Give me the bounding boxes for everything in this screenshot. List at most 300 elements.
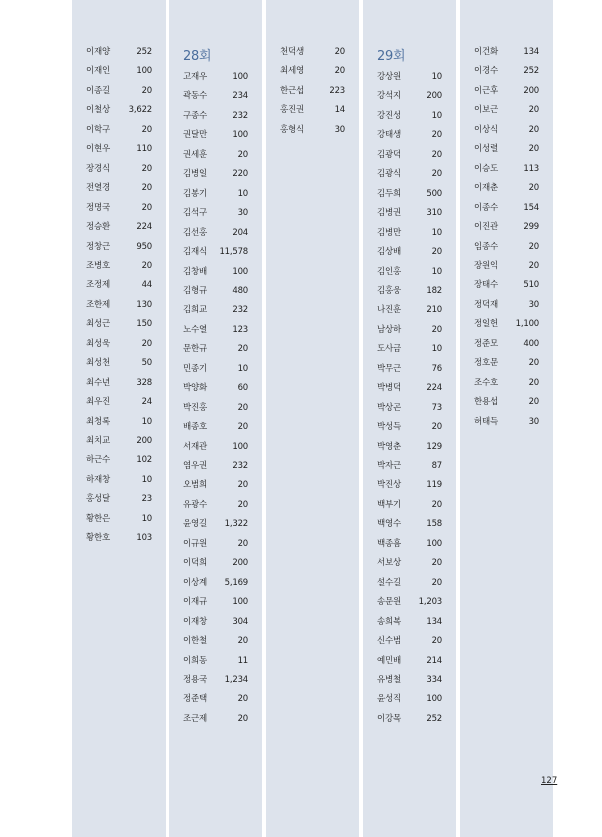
donor-entry xyxy=(72,316,166,332)
donation-amount: 30 xyxy=(528,299,539,310)
donation-amount: 299 xyxy=(523,222,539,233)
donation-amount: 100 xyxy=(232,72,248,82)
donor-entry xyxy=(169,672,262,688)
donor-entry xyxy=(460,102,553,118)
donor-name: 최청록 xyxy=(86,416,111,427)
donation-amount: 30 xyxy=(237,208,248,219)
donor-entry xyxy=(169,419,262,435)
donor-name: 배종호 xyxy=(183,422,208,433)
donor-name: 정창근 xyxy=(86,241,111,252)
donor-entry xyxy=(169,108,262,124)
donation-amount: 204 xyxy=(232,227,248,238)
donation-amount: 20 xyxy=(141,124,152,135)
donation-amount: 73 xyxy=(431,402,442,413)
donation-amount: 11,578 xyxy=(219,247,248,258)
donation-amount: 20 xyxy=(141,202,152,213)
donation-amount: 130 xyxy=(136,299,152,310)
donation-amount: 100 xyxy=(232,130,248,141)
donor-entry xyxy=(460,239,553,255)
donor-entry xyxy=(72,511,166,527)
donor-name: 김봉기 xyxy=(183,188,208,199)
column-1 xyxy=(72,0,166,837)
donor-name: 구종수 xyxy=(183,110,208,121)
donation-amount: 252 xyxy=(426,713,442,724)
donor-name: 홍성달 xyxy=(86,494,111,505)
donor-entry xyxy=(169,302,262,318)
donation-amount: 224 xyxy=(426,383,442,394)
donor-name: 박진상 xyxy=(377,480,402,491)
donor-entry xyxy=(363,633,456,649)
donor-entry xyxy=(363,225,456,241)
donor-entry xyxy=(363,244,456,260)
donor-entry xyxy=(72,219,166,235)
donation-amount: 20 xyxy=(431,247,442,258)
donation-amount: 20 xyxy=(237,402,248,413)
donor-name: 염우권 xyxy=(183,461,208,471)
donor-name: 이상계 xyxy=(183,577,208,588)
donor-name: 장경식 xyxy=(86,163,111,174)
donor-entry xyxy=(169,186,262,202)
donor-entry xyxy=(460,277,553,293)
donor-name: 최수년 xyxy=(86,377,111,388)
donor-name: 이근후 xyxy=(474,85,499,96)
donation-amount: 10 xyxy=(141,513,152,524)
donation-amount: 252 xyxy=(136,47,152,57)
donor-entry xyxy=(72,258,166,274)
donor-entry xyxy=(363,361,456,377)
donor-name: 최치교 xyxy=(86,436,111,446)
donation-amount: 1,234 xyxy=(224,674,248,685)
donor-entry xyxy=(169,555,262,571)
donor-entry xyxy=(266,44,359,60)
donor-entry xyxy=(72,394,166,410)
donation-amount: 20 xyxy=(528,260,539,271)
donor-name: 곽동수 xyxy=(183,91,208,102)
donor-name: 권달만 xyxy=(183,130,208,141)
donation-amount: 20 xyxy=(141,183,152,194)
donation-amount: 20 xyxy=(528,241,539,252)
donor-name: 임종수 xyxy=(474,241,499,252)
donor-entry xyxy=(169,536,262,552)
donor-name: 조병호 xyxy=(86,260,111,271)
donor-name: 이강목 xyxy=(377,713,402,724)
donor-entry xyxy=(363,400,456,416)
donor-entry xyxy=(363,672,456,688)
donor-entry xyxy=(72,161,166,177)
donation-amount: 30 xyxy=(334,124,345,135)
donor-entry xyxy=(460,200,553,216)
donor-entry xyxy=(169,516,262,532)
donor-entry xyxy=(169,88,262,104)
donor-name: 이희동 xyxy=(183,655,208,666)
donation-amount: 100 xyxy=(426,538,442,549)
donor-name: 김선홍 xyxy=(183,227,208,238)
donor-name: 장원익 xyxy=(474,260,499,271)
donor-name: 이한철 xyxy=(183,636,208,647)
donation-amount: 232 xyxy=(232,305,248,316)
donor-entry xyxy=(169,127,262,143)
donor-name: 황한호 xyxy=(86,533,111,544)
donor-entry xyxy=(169,322,262,338)
donation-amount: 103 xyxy=(136,533,152,544)
donor-name: 장태수 xyxy=(474,280,499,291)
donor-entry xyxy=(169,653,262,669)
donation-amount: 113 xyxy=(523,163,539,174)
column-3 xyxy=(266,0,359,837)
donor-name: 고재우 xyxy=(183,72,208,82)
donor-entry xyxy=(363,653,456,669)
donor-name: 박진홍 xyxy=(183,402,208,413)
section-heading: 28회 xyxy=(183,49,212,64)
donor-name: 나진훈 xyxy=(377,305,402,316)
donor-name: 이종수 xyxy=(474,202,499,213)
donor-entry xyxy=(169,380,262,396)
donor-entry xyxy=(460,44,553,60)
donor-entry xyxy=(72,491,166,507)
donation-amount: 20 xyxy=(431,169,442,180)
donation-amount: 100 xyxy=(426,694,442,705)
donor-entry xyxy=(169,497,262,513)
donor-name: 조수호 xyxy=(474,377,499,388)
donor-entry xyxy=(169,400,262,416)
donor-entry xyxy=(363,264,456,280)
donor-entry xyxy=(460,180,553,196)
donation-amount: 119 xyxy=(426,480,442,491)
donor-name: 유병철 xyxy=(377,674,402,685)
donation-amount: 100 xyxy=(232,441,248,452)
donor-entry xyxy=(460,258,553,274)
donor-entry xyxy=(169,477,262,493)
donation-amount: 232 xyxy=(232,110,248,121)
donation-amount: 20 xyxy=(334,47,345,57)
donor-entry xyxy=(363,283,456,299)
donor-name: 박자근 xyxy=(377,461,402,471)
donor-name: 도사금 xyxy=(377,344,402,355)
donor-entry xyxy=(72,180,166,196)
donation-amount: 30 xyxy=(528,416,539,427)
donor-entry xyxy=(363,555,456,571)
donor-entry xyxy=(363,69,456,85)
donor-name: 이재창 xyxy=(183,616,208,627)
donor-name: 김홍웅 xyxy=(377,285,402,296)
donor-entry xyxy=(363,380,456,396)
donor-name: 이철상 xyxy=(86,105,111,116)
donation-amount: 10 xyxy=(431,266,442,277)
donor-name: 김두희 xyxy=(377,188,402,199)
donation-amount: 1,203 xyxy=(418,597,442,608)
donor-name: 이학구 xyxy=(86,124,111,135)
donor-entry xyxy=(460,375,553,391)
donation-amount: 304 xyxy=(232,616,248,627)
donor-name: 김재식 xyxy=(183,247,208,258)
donor-name: 유광수 xyxy=(183,499,208,510)
donor-entry xyxy=(72,375,166,391)
donor-name: 최성천 xyxy=(86,358,111,369)
donor-entry xyxy=(72,141,166,157)
donor-name: 노수열 xyxy=(183,324,208,335)
donor-name: 서보상 xyxy=(377,558,402,569)
donor-name: 박병덕 xyxy=(377,383,402,394)
donor-entry xyxy=(72,414,166,430)
donor-name: 하근수 xyxy=(86,455,111,466)
donation-amount: 158 xyxy=(426,519,442,530)
donation-amount: 20 xyxy=(141,163,152,174)
donor-name: 박양화 xyxy=(183,383,208,394)
donor-entry xyxy=(363,497,456,513)
donor-name: 이진관 xyxy=(474,222,499,233)
donor-entry xyxy=(72,102,166,118)
donation-amount: 200 xyxy=(523,85,539,96)
donor-name: 김석구 xyxy=(183,208,208,219)
donation-amount: 334 xyxy=(426,674,442,685)
donor-entry xyxy=(363,458,456,474)
donor-name: 강태생 xyxy=(377,130,402,141)
donor-name: 허태득 xyxy=(474,416,499,427)
donor-name: 정준모 xyxy=(474,338,499,349)
donation-amount: 232 xyxy=(232,461,248,471)
donor-entry xyxy=(363,691,456,707)
donation-amount: 223 xyxy=(329,85,345,96)
donor-name: 황한은 xyxy=(86,513,111,524)
donor-entry xyxy=(72,239,166,255)
donor-entry xyxy=(169,69,262,85)
donor-name: 최우진 xyxy=(86,397,111,408)
donation-amount: 50 xyxy=(141,358,152,369)
donor-name: 설수길 xyxy=(377,577,402,588)
donation-amount: 1,322 xyxy=(224,519,248,530)
donation-amount: 20 xyxy=(431,499,442,510)
donor-entry xyxy=(363,302,456,318)
donation-amount: 20 xyxy=(237,344,248,355)
donor-entry xyxy=(72,452,166,468)
donation-amount: 210 xyxy=(426,305,442,316)
donor-entry xyxy=(460,414,553,430)
donor-entry xyxy=(169,594,262,610)
donor-entry xyxy=(363,88,456,104)
donor-name: 신수범 xyxy=(377,636,402,647)
donor-entry xyxy=(363,614,456,630)
donation-amount: 134 xyxy=(426,616,442,627)
donor-name: 김창배 xyxy=(183,266,208,277)
donor-name: 정명국 xyxy=(86,202,111,213)
donation-amount: 20 xyxy=(237,480,248,491)
donor-entry xyxy=(169,264,262,280)
donor-name: 이종길 xyxy=(86,85,111,96)
donor-name: 조한제 xyxy=(86,299,111,310)
column-4 xyxy=(363,0,456,837)
donor-name: 백종흠 xyxy=(377,538,402,549)
donor-entry xyxy=(72,200,166,216)
donor-name: 김병만 xyxy=(377,227,402,238)
donation-amount: 10 xyxy=(237,363,248,374)
donation-amount: 23 xyxy=(141,494,152,505)
donation-amount: 20 xyxy=(237,149,248,160)
donor-entry xyxy=(363,477,456,493)
donor-name: 이규원 xyxy=(183,538,208,549)
donor-name: 하재창 xyxy=(86,474,111,485)
donor-name: 이상식 xyxy=(474,124,499,135)
donation-amount: 11 xyxy=(237,655,248,666)
donor-name: 이재인 xyxy=(86,66,111,77)
donor-name: 이현우 xyxy=(86,144,111,155)
donor-entry xyxy=(169,711,262,727)
donation-amount: 310 xyxy=(426,208,442,219)
donor-name: 백영수 xyxy=(377,519,402,530)
donor-entry xyxy=(363,516,456,532)
donor-name: 이덕희 xyxy=(183,558,208,569)
donor-entry xyxy=(169,166,262,182)
donor-entry xyxy=(363,322,456,338)
donation-amount: 129 xyxy=(426,441,442,452)
donation-amount: 20 xyxy=(431,130,442,141)
donor-entry xyxy=(72,44,166,60)
section-heading: 29회 xyxy=(377,49,406,64)
donor-name: 서재관 xyxy=(183,441,208,452)
donation-amount: 510 xyxy=(523,280,539,291)
donation-amount: 60 xyxy=(237,383,248,394)
donor-entry xyxy=(460,355,553,371)
donation-amount: 10 xyxy=(431,110,442,121)
donor-name: 이재양 xyxy=(86,47,111,57)
donor-entry xyxy=(72,122,166,138)
donor-entry xyxy=(363,186,456,202)
donor-name: 전열경 xyxy=(86,183,111,194)
donation-amount: 220 xyxy=(232,169,248,180)
donation-amount: 10 xyxy=(431,72,442,82)
donation-amount: 200 xyxy=(232,558,248,569)
donor-name: 김상배 xyxy=(377,247,402,258)
donation-amount: 5,169 xyxy=(224,577,248,588)
donor-entry xyxy=(363,127,456,143)
donor-entry xyxy=(460,83,553,99)
donor-entry xyxy=(363,166,456,182)
donor-name: 한용섭 xyxy=(474,397,499,408)
donor-entry xyxy=(169,614,262,630)
donation-amount: 20 xyxy=(431,324,442,335)
donor-name: 최세영 xyxy=(280,66,305,77)
donation-amount: 100 xyxy=(232,266,248,277)
donor-name: 천덕생 xyxy=(280,47,305,57)
donor-name: 박성득 xyxy=(377,422,402,433)
donor-name: 김형규 xyxy=(183,285,208,296)
donation-amount: 76 xyxy=(431,363,442,374)
donor-name: 홍진권 xyxy=(280,105,305,116)
donation-amount: 200 xyxy=(136,436,152,446)
donation-amount: 102 xyxy=(136,455,152,466)
donor-name: 송문원 xyxy=(377,597,402,608)
donor-entry xyxy=(72,277,166,293)
donor-name: 민종기 xyxy=(183,363,208,374)
donor-name: 윤성직 xyxy=(377,694,402,705)
donor-name: 이경수 xyxy=(474,66,499,77)
donor-entry xyxy=(169,147,262,163)
donor-entry xyxy=(169,244,262,260)
donation-amount: 224 xyxy=(136,222,152,233)
donor-name: 정호문 xyxy=(474,358,499,369)
donation-amount: 100 xyxy=(136,66,152,77)
donation-amount: 20 xyxy=(528,183,539,194)
donor-entry xyxy=(169,439,262,455)
donation-amount: 100 xyxy=(232,597,248,608)
donor-name: 강석지 xyxy=(377,91,402,102)
donation-amount: 134 xyxy=(523,47,539,57)
donor-entry xyxy=(460,161,553,177)
donor-entry xyxy=(363,575,456,591)
donation-amount: 20 xyxy=(528,144,539,155)
donor-entry xyxy=(72,433,166,449)
donor-entry xyxy=(72,297,166,313)
donor-entry xyxy=(460,316,553,332)
donor-entry xyxy=(266,63,359,79)
donor-name: 정일헌 xyxy=(474,319,499,330)
donor-name: 남상하 xyxy=(377,324,402,335)
donor-name: 권세훈 xyxy=(183,149,208,160)
donor-entry xyxy=(169,283,262,299)
donation-amount: 950 xyxy=(136,241,152,252)
donor-name: 김광식 xyxy=(377,169,402,180)
donor-name: 강진성 xyxy=(377,110,402,121)
donor-name: 이건화 xyxy=(474,47,499,57)
donation-amount: 20 xyxy=(237,499,248,510)
donation-amount: 20 xyxy=(528,105,539,116)
donor-name: 최성근 xyxy=(86,319,111,330)
donor-entry xyxy=(72,63,166,79)
donation-amount: 214 xyxy=(426,655,442,666)
donation-amount: 110 xyxy=(136,144,152,155)
donor-entry xyxy=(169,341,262,357)
donor-name: 박영춘 xyxy=(377,441,402,452)
donation-amount: 200 xyxy=(426,91,442,102)
donor-entry xyxy=(363,711,456,727)
donor-entry xyxy=(363,341,456,357)
donor-name: 정덕재 xyxy=(474,299,499,310)
donor-entry xyxy=(169,205,262,221)
donor-entry xyxy=(169,633,262,649)
donor-entry xyxy=(363,108,456,124)
donation-amount: 234 xyxy=(232,91,248,102)
donation-amount: 20 xyxy=(431,149,442,160)
donor-name: 김병일 xyxy=(183,169,208,180)
donor-entry xyxy=(363,594,456,610)
donor-entry xyxy=(266,102,359,118)
donor-entry xyxy=(72,83,166,99)
donor-entry xyxy=(460,63,553,79)
donation-amount: 10 xyxy=(431,227,442,238)
donor-entry xyxy=(363,536,456,552)
donor-name: 조근제 xyxy=(183,713,208,724)
donation-amount: 24 xyxy=(141,397,152,408)
donor-name: 박무근 xyxy=(377,363,402,374)
donor-name: 정승환 xyxy=(86,222,111,233)
donation-amount: 20 xyxy=(334,66,345,77)
donor-entry xyxy=(460,394,553,410)
donor-entry xyxy=(169,691,262,707)
donor-name: 정준택 xyxy=(183,694,208,705)
donation-amount: 44 xyxy=(141,280,152,291)
donation-amount: 480 xyxy=(232,285,248,296)
donation-amount: 20 xyxy=(237,694,248,705)
donation-amount: 1,100 xyxy=(515,319,539,330)
donor-name: 최성욱 xyxy=(86,338,111,349)
donor-entry xyxy=(363,419,456,435)
donor-entry xyxy=(72,530,166,546)
column-5 xyxy=(460,0,553,837)
donor-entry xyxy=(460,219,553,235)
donor-name: 이재규 xyxy=(183,597,208,608)
donor-name: 정용국 xyxy=(183,674,208,685)
donation-amount: 10 xyxy=(141,416,152,427)
donation-amount: 14 xyxy=(334,105,345,116)
